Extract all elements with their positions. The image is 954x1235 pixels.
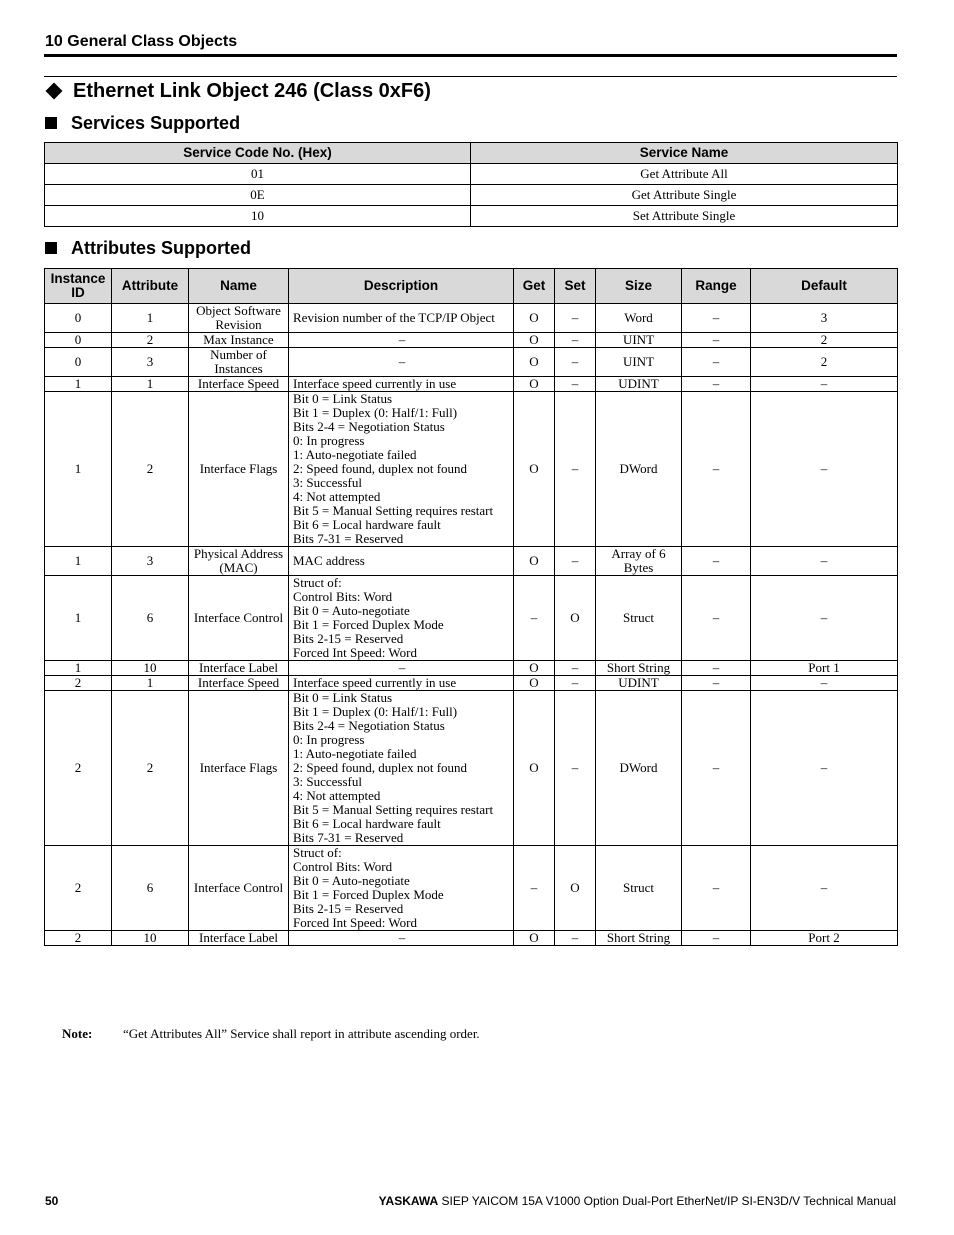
table-cell: Interface speed currently in use [289, 377, 514, 392]
diamond-bullet-icon [46, 82, 63, 99]
table-row [45, 348, 898, 377]
table-cell: – [682, 846, 751, 931]
column-header: Name [189, 269, 289, 304]
table-row [45, 377, 898, 392]
table-cell: 0 [45, 348, 112, 377]
table-cell: 1 [112, 304, 189, 333]
table-cell: O [514, 333, 555, 348]
table-cell: Get Attribute All [471, 164, 898, 185]
table-row [45, 185, 898, 206]
table-header-row [45, 269, 898, 304]
table-cell: – [555, 676, 596, 691]
table-cell: 1 [45, 547, 112, 576]
table-cell: Object Software Revision [189, 304, 289, 333]
table-cell: Revision number of the TCP/IP Object [289, 304, 514, 333]
note-text: “Get Attributes All” Service shall report in attribute ascending order. [123, 1026, 480, 1041]
table-cell: UDINT [596, 377, 682, 392]
note-label: Note: [62, 1026, 93, 1041]
table-cell: 1 [112, 377, 189, 392]
footer [379, 1194, 896, 1208]
page-number: 50 [45, 1194, 59, 1208]
table-cell: UINT [596, 333, 682, 348]
table-cell: 10 [45, 206, 471, 227]
column-header: Service Name [471, 143, 898, 164]
table-cell: 6 [112, 846, 189, 931]
services-table [44, 142, 898, 227]
table-cell: 2 [45, 691, 112, 846]
table-cell: – [682, 348, 751, 377]
table-cell: – [751, 576, 898, 661]
table-cell: Interface Label [189, 661, 289, 676]
table-cell: 2 [751, 333, 898, 348]
table-cell: – [555, 691, 596, 846]
table-cell: – [682, 547, 751, 576]
table-cell: 0E [45, 185, 471, 206]
table-cell: – [682, 676, 751, 691]
table-cell: – [555, 547, 596, 576]
table-cell: Interface Flags [189, 392, 289, 547]
table-cell: Interface Control [189, 846, 289, 931]
services-heading [45, 113, 240, 134]
attributes-heading-text: Attributes Supported [71, 238, 251, 258]
table-cell: – [751, 547, 898, 576]
header-rule-thin [44, 76, 897, 77]
table-row [45, 164, 898, 185]
table-row [45, 661, 898, 676]
table-cell: UINT [596, 348, 682, 377]
table-cell: Physical Address (MAC) [189, 547, 289, 576]
table-cell: Port 1 [751, 661, 898, 676]
section-title [45, 80, 431, 103]
table-cell: Bit 0 = Link Status Bit 1 = Duplex (0: Half/1: Full) Bits 2-4 = Negotiation Status 0: In progress 1: Auto-negotiate failed 2: Speed found, duplex not found 3: Successful 4: Not attempted Bit 5 = Manual Setting requires restart Bit 6 = Local hardware fault Bits 7-31 = Reserved [289, 392, 514, 547]
table-cell: O [514, 348, 555, 377]
chapter-header: 10 General Class Objects [45, 33, 238, 50]
table-cell: – [555, 333, 596, 348]
table-cell: Interface Speed [189, 676, 289, 691]
header-rule-thick [44, 54, 897, 57]
table-cell: – [751, 846, 898, 931]
table-cell: – [682, 333, 751, 348]
table-cell: 2 [112, 392, 189, 547]
table-cell: O [514, 377, 555, 392]
column-header: Size [596, 269, 682, 304]
table-cell: 1 [112, 676, 189, 691]
table-cell: Interface Flags [189, 691, 289, 846]
footer-text: SIEP YAICOM 15A V1000 Option Dual-Port EtherNet/IP SI-EN3D/V Technical Manual [438, 1194, 896, 1208]
table-cell: 3 [112, 348, 189, 377]
table-cell: – [289, 348, 514, 377]
table-row [45, 206, 898, 227]
attributes-table [44, 268, 898, 946]
table-cell: 1 [45, 576, 112, 661]
square-bullet-icon [45, 242, 57, 254]
table-cell: – [682, 392, 751, 547]
table-cell: O [514, 304, 555, 333]
table-cell: – [514, 576, 555, 661]
square-bullet-icon [45, 117, 57, 129]
table-cell: O [514, 661, 555, 676]
column-header: Description [289, 269, 514, 304]
table-cell: O [555, 846, 596, 931]
table-cell: 2 [112, 333, 189, 348]
table-cell: – [555, 392, 596, 547]
services-heading-text: Services Supported [71, 113, 241, 133]
table-cell: – [289, 333, 514, 348]
table-cell: O [514, 931, 555, 946]
table-cell: Array of 6 Bytes [596, 547, 682, 576]
table-row [45, 676, 898, 691]
table-cell: 10 [112, 661, 189, 676]
table-cell: – [289, 661, 514, 676]
table-cell: 2 [45, 846, 112, 931]
table-cell: – [751, 676, 898, 691]
table-cell: 3 [112, 547, 189, 576]
attributes-table-body [45, 304, 898, 946]
table-cell: O [514, 676, 555, 691]
table-cell: 2 [45, 676, 112, 691]
table-cell: – [555, 931, 596, 946]
table-cell: O [514, 547, 555, 576]
table-cell: O [514, 691, 555, 846]
table-cell: Port 2 [751, 931, 898, 946]
table-cell: – [751, 392, 898, 547]
table-cell: Struct [596, 576, 682, 661]
column-header: Default [751, 269, 898, 304]
table-row [45, 547, 898, 576]
table-cell: – [751, 377, 898, 392]
column-header: Range [682, 269, 751, 304]
table-cell: Max Instance [189, 333, 289, 348]
table-cell: – [682, 576, 751, 661]
table-cell: – [751, 691, 898, 846]
table-row [45, 304, 898, 333]
table-cell: – [682, 691, 751, 846]
table-cell: Interface Label [189, 931, 289, 946]
column-header: Attribute [112, 269, 189, 304]
table-cell: 0 [45, 333, 112, 348]
table-cell: Short String [596, 931, 682, 946]
column-header: Get [514, 269, 555, 304]
attributes-heading [45, 238, 251, 259]
table-cell: 01 [45, 164, 471, 185]
table-cell: – [289, 931, 514, 946]
table-cell: – [555, 661, 596, 676]
table-cell: Struct of: Control Bits: Word Bit 0 = Auto-negotiate Bit 1 = Forced Duplex Mode Bits 2-15 = Reserved Forced Int Speed: Word [289, 846, 514, 931]
table-cell: Set Attribute Single [471, 206, 898, 227]
table-row [45, 392, 898, 547]
table-cell: DWord [596, 392, 682, 547]
column-header: Service Code No. (Hex) [45, 143, 471, 164]
table-cell: Interface Control [189, 576, 289, 661]
table-cell: Word [596, 304, 682, 333]
table-cell: UDINT [596, 676, 682, 691]
footer-brand: YASKAWA [378, 1194, 439, 1208]
table-cell: Struct of: Control Bits: Word Bit 0 = Auto-negotiate Bit 1 = Forced Duplex Mode Bits 2-15 = Reserved Forced Int Speed: Word [289, 576, 514, 661]
table-cell: 0 [45, 304, 112, 333]
table-row [45, 576, 898, 661]
table-cell: DWord [596, 691, 682, 846]
table-cell: 2 [45, 931, 112, 946]
table-cell: Bit 0 = Link Status Bit 1 = Duplex (0: Half/1: Full) Bits 2-4 = Negotiation Status 0: In progress 1: Auto-negotiate failed 2: Speed found, duplex not found 3: Successful 4: Not attempted Bit 5 = Manual Setting requires restart Bit 6 = Local hardware fault Bits 7-31 = Reserved [289, 691, 514, 846]
table-cell: Interface Speed [189, 377, 289, 392]
table-cell: – [682, 661, 751, 676]
table-cell: Get Attribute Single [471, 185, 898, 206]
note [62, 1026, 480, 1042]
table-cell: – [555, 377, 596, 392]
column-header: Instance ID [45, 269, 112, 304]
table-cell: MAC address [289, 547, 514, 576]
table-cell: O [555, 576, 596, 661]
table-cell: Struct [596, 846, 682, 931]
table-row [45, 691, 898, 846]
table-cell: – [682, 377, 751, 392]
table-cell: Short String [596, 661, 682, 676]
table-cell: O [514, 392, 555, 547]
table-row [45, 846, 898, 931]
column-header: Set [555, 269, 596, 304]
table-row [45, 333, 898, 348]
table-cell: 1 [45, 392, 112, 547]
table-row [45, 931, 898, 946]
table-cell: Number of Instances [189, 348, 289, 377]
table-cell: 1 [45, 377, 112, 392]
table-cell: – [514, 846, 555, 931]
table-cell: 1 [45, 661, 112, 676]
table-cell: – [555, 304, 596, 333]
table-cell: 3 [751, 304, 898, 333]
table-cell: 2 [751, 348, 898, 377]
services-table-body [45, 164, 898, 227]
table-header-row [45, 143, 898, 164]
table-cell: 2 [112, 691, 189, 846]
table-cell: – [682, 304, 751, 333]
table-cell: Interface speed currently in use [289, 676, 514, 691]
table-cell: – [555, 348, 596, 377]
table-cell: – [682, 931, 751, 946]
section-title-text: Ethernet Link Object 246 (Class 0xF6) [73, 80, 431, 102]
table-cell: 6 [112, 576, 189, 661]
table-cell: 10 [112, 931, 189, 946]
